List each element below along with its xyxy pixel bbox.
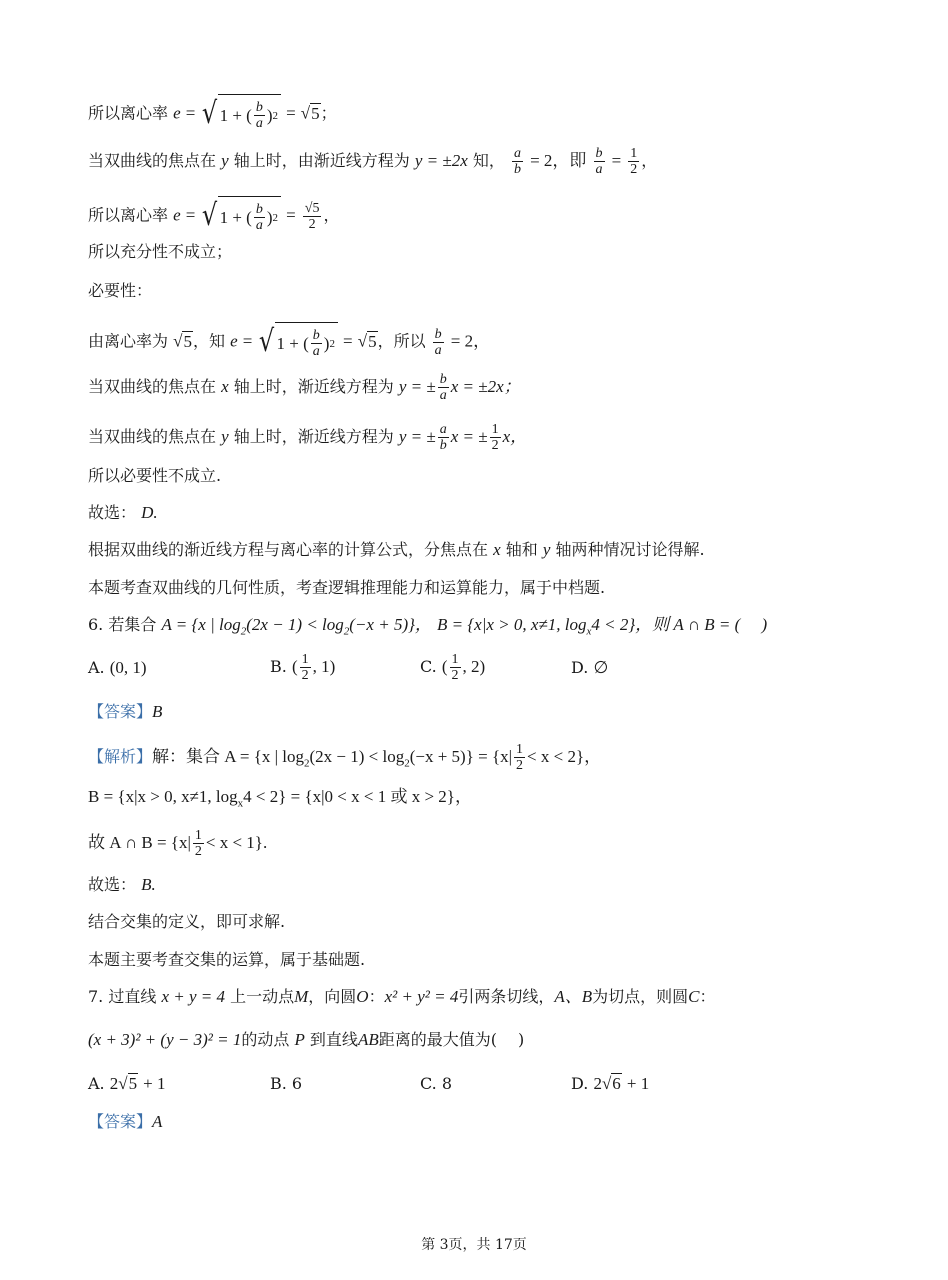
line-eccentricity-y: 所以离心率 e = √ 1 + ( $\frac{b}{a}$ ) 2 = $\frac{√5}{2}$ ， xyxy=(88,196,339,236)
line-method: 根据双曲线的渐近线方程与离心率的计算公式，分焦点在 x 轴和 y 轴两种情况讨论得解. xyxy=(88,540,705,559)
page-footer: 第 3页，共 17页 xyxy=(421,1237,527,1253)
line-asymptote-x: 当双曲线的焦点在 x 轴上时，渐近线方程为 y = ± $\frac{b}{a}$ x = ±2x； xyxy=(88,372,521,403)
q6-explanation-topic: 本题主要考查交集的运算，属于基础题. xyxy=(88,950,366,969)
q6-answer: 【答案】B xyxy=(88,702,163,721)
line-eccentricity-x: 所以离心率 e = √ 1 + ( $\frac{b}{a}$ ) 2 = √5； xyxy=(88,94,337,134)
q6-option-b: B. ( $\frac{1}{2}$ , 1) xyxy=(270,652,336,683)
question-6-stem: 6. 若集合 A = {x | $\log_2(2x - 1) < \log_2(-x + 5)$}， B = {x|x > 0, x≠1, $\log_x4 < 2$}，则 A ∩ B = ( ) xyxy=(88,615,768,638)
line-necessity: 必要性： xyxy=(88,281,153,300)
q7-answer: 【答案】A xyxy=(88,1112,163,1131)
q7-option-d: D. 2√6 + 1 xyxy=(571,1074,650,1093)
q6-explanation-method: 结合交集的定义，即可求解. xyxy=(88,912,286,931)
line-necessity-calc: 由离心率为 √5，知 e = √ 1 + ( $\frac{b}{a}$ ) 2 = √5，所以 $\frac{b}{a}$ = 2， xyxy=(88,322,490,362)
q6-option-d: D. ∅ xyxy=(571,658,609,677)
question-7-stem-2: (x + 3)² + (y − 3)² = 1的动点 P 到直线AB距离的最大值为( ) xyxy=(88,1030,525,1049)
q6-option-c: C. ( $\frac{1}{2}$ , 2) xyxy=(420,652,486,683)
q6-explanation-2: B = {x|x > 0, x≠1, $\log_x4 < 2\} = \{x|0 < x < 1$ 或 x > 2}， xyxy=(88,787,472,810)
line-asymptote-y: 当双曲线的焦点在 y 轴上时，渐近线方程为 y = ± $\frac{a}{b}$ x = ± $\frac{1}{2}$ x， xyxy=(88,422,528,453)
line-necessity-fail: 所以必要性不成立. xyxy=(88,466,222,485)
question-7-stem-1: 7. 过直线 x + y = 4 上一动点M，向圆O：x² + y² = 4引两条切线，A、B为切点，则圆C： xyxy=(88,987,716,1006)
q7-option-b: B. 6 xyxy=(270,1074,303,1093)
q6-explanation-3: 故 A ∩ B = {x| $\frac{1}{2}$ < x < 1}. xyxy=(88,828,268,859)
q6-option-a: A. (0, 1) xyxy=(88,658,147,677)
q7-option-c: C. 8 xyxy=(420,1074,453,1093)
line-choice-d: 故选： D. xyxy=(88,503,158,522)
line-focus-y-axis: 当双曲线的焦点在 y 轴上时，由渐近线方程为 y = ±2x 知， $\frac{a}{b}$ = 2，即 $\frac{b}{a}$ = $\frac{1}{2}$ ， xyxy=(88,146,658,177)
q7-option-a: A. 2√5 + 1 xyxy=(88,1074,166,1093)
line-topic-5: 本题考查双曲线的几何性质，考查逻辑推理能力和运算能力，属于中档题. xyxy=(88,578,606,597)
line-sufficiency: 所以充分性不成立； xyxy=(88,242,233,261)
q6-explanation-1: 【解析】解：集合 A = {x | $\log_2(2x - 1) < \log_2(-x + 5)\} = \{x|$ $\frac{1}{2}$ < x < 2}， xyxy=(88,742,602,773)
q6-choice: 故选： B. xyxy=(88,875,156,894)
